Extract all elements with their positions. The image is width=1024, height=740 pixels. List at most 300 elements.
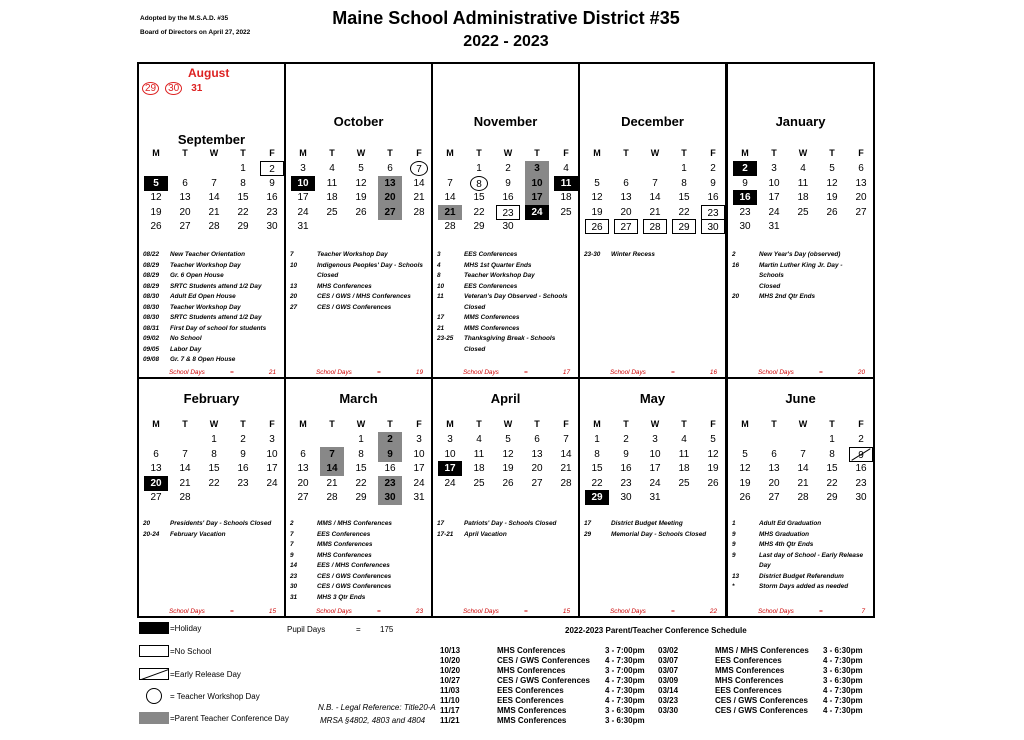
weekday-header: T — [829, 419, 835, 429]
event-text: District Budget Referendum — [759, 572, 844, 580]
month-name: September — [177, 132, 246, 147]
event-item — [437, 530, 574, 541]
calendar-day: 26 — [150, 221, 162, 233]
event-date: 08/30 — [143, 314, 159, 321]
event-date: 21 — [437, 324, 445, 332]
conference-left-date: 10/20 — [440, 666, 461, 675]
weekday-header: F — [269, 148, 275, 158]
calendar-day: 8 — [240, 177, 246, 189]
event-date: 7 — [290, 530, 294, 538]
event-item — [437, 271, 574, 282]
event-item — [290, 561, 427, 572]
calendar-day: 9 — [505, 177, 511, 189]
event-list — [437, 250, 574, 355]
conference-right-time: 3 - 6:30pm — [823, 676, 863, 685]
weekday-header: M — [299, 148, 307, 158]
event-date: 9 — [732, 530, 736, 538]
calendar-day: 15 — [678, 192, 690, 204]
month-name: May — [639, 391, 666, 406]
calendar-day: 30 — [266, 221, 278, 233]
calendar-day: 11 — [326, 177, 338, 189]
event-item — [143, 324, 280, 335]
calendar-day: 6 — [534, 434, 540, 445]
calendar-day: 19 — [502, 463, 514, 475]
calendar-day: 16 — [384, 463, 396, 475]
calendar-day: 15 — [237, 192, 249, 204]
calendar-day: 18 — [678, 463, 690, 475]
calendar-day: 25 — [560, 206, 572, 218]
event-text: Closed — [464, 303, 486, 311]
event-date: 30 — [290, 583, 298, 590]
conference-left-event: EES Conferences — [497, 696, 564, 705]
calendar-day: 13 — [620, 192, 632, 204]
legal-ref-2: MRSA §4802, 4803 and 4804 — [320, 716, 426, 725]
calendar-day: 18 — [560, 192, 572, 204]
calendar-day: 1 — [681, 163, 687, 174]
weekday-header: T — [387, 148, 393, 158]
adopted-text: Adopted by the M.S.A.D. #35 — [140, 15, 229, 22]
weekday-header: T — [681, 419, 687, 429]
conference-left-date: 11/21 — [440, 716, 460, 725]
calendar-day: 3 — [447, 434, 453, 445]
conference-left-event: MMS Conferences — [497, 706, 567, 715]
conference-left-time: 3 - 6:30pm — [605, 706, 645, 715]
calendar-day: 5 — [144, 176, 168, 191]
calendar-day: 7 — [652, 177, 658, 189]
event-text: February Vacation — [170, 530, 226, 538]
weekday-header: M — [152, 419, 160, 429]
calendar-day: 29 — [355, 492, 367, 504]
conference-left-date: 10/13 — [440, 646, 461, 655]
event-date: 10 — [437, 282, 445, 290]
event-item — [143, 271, 280, 282]
conference-left-date: 11/17 — [440, 706, 460, 715]
conference-left-time: 3 - 7:00pm — [605, 646, 645, 655]
weekday-header: M — [152, 148, 160, 158]
calendar-day: 29 — [237, 221, 249, 233]
event-text: Teacher Workshop Day — [170, 261, 241, 269]
calendar-day: 21 — [797, 477, 809, 489]
calendar-day: 29 — [473, 221, 485, 233]
event-date: 27 — [290, 303, 298, 311]
weekday-header: T — [681, 148, 687, 158]
calendar-day: 31 — [413, 492, 425, 504]
conference-right-time: 3 - 6:30pm — [823, 646, 863, 655]
calendar-day: 22 — [473, 206, 485, 218]
weekday-header: F — [858, 419, 864, 429]
event-date: 09/08 — [143, 356, 159, 363]
month-name: December — [621, 114, 684, 129]
event-item — [437, 292, 574, 303]
weekday-header: F — [563, 419, 569, 429]
school-days-row — [316, 608, 423, 615]
event-date: 17 — [584, 520, 592, 527]
conference-left-event: EES Conferences — [497, 686, 564, 695]
calendar-day: 15 — [826, 463, 838, 475]
august-label: August — [188, 66, 230, 80]
calendar-day: 13 — [531, 448, 543, 460]
conference-left-event: MMS Conferences — [497, 716, 567, 725]
calendar-day: 13 — [297, 463, 309, 475]
event-item — [290, 572, 427, 583]
event-text: Memorial Day - Schools Closed — [611, 530, 707, 538]
event-date: 17 — [437, 314, 445, 321]
calendar-day: 13 — [150, 463, 162, 475]
weekday-header: T — [534, 419, 540, 429]
legend-early: =Early Release Day — [170, 670, 241, 679]
weekday-header: W — [503, 148, 513, 158]
calendar-day: 31 — [297, 221, 309, 233]
calendar-day: 26 — [502, 477, 514, 489]
calendar-day: 28 — [208, 221, 220, 233]
event-text: CES / GWS Conferences — [317, 583, 392, 590]
calendar-day: 26 — [707, 477, 719, 489]
event-text: Indigenous Peoples' Day - Schools — [317, 261, 423, 269]
event-item — [437, 334, 574, 355]
event-text: No School — [170, 335, 202, 342]
event-text: MMS Conferences — [464, 324, 520, 332]
event-date — [732, 282, 759, 293]
month-cell-february — [137, 377, 286, 618]
calendar-day: 22 — [355, 477, 367, 489]
event-text: SRTC Students attend 1/2 Day — [170, 314, 262, 321]
calendar-day: 11 — [554, 176, 578, 191]
pupil-days-value: 175 — [380, 625, 394, 634]
conference-right-time: 4 - 7:30pm — [823, 656, 863, 665]
event-date — [290, 271, 317, 282]
calendar-day: 8 — [681, 177, 687, 189]
calendar-day: 14 — [413, 177, 425, 189]
weekday-header: T — [387, 419, 393, 429]
calendar-day: 29 — [585, 490, 609, 505]
calendar-day: 10 — [768, 177, 780, 189]
calendar-day: 9 — [849, 447, 873, 462]
event-item — [732, 519, 869, 530]
weekday-header: T — [476, 419, 482, 429]
conference-left-event: MHS Conferences — [497, 646, 566, 655]
event-item — [437, 303, 574, 314]
event-text: Gr. 6 Open House — [170, 272, 224, 279]
year-title: 2022 - 2023 — [463, 33, 549, 50]
weekday-header: W — [798, 148, 808, 158]
event-date: 09/05 — [143, 345, 159, 353]
calendar-day: 18 — [797, 192, 809, 204]
calendar-day: 28 — [179, 492, 191, 504]
event-text: EES / MHS Conferences — [317, 562, 390, 569]
conference-left-time: 3 - 7:00pm — [605, 666, 645, 675]
event-text: MHS 1st Quarter Ends — [464, 261, 532, 269]
calendar-day: 5 — [594, 177, 600, 189]
event-text: MHS Graduation — [759, 530, 810, 538]
calendar-day: 17 — [438, 461, 462, 476]
event-item — [290, 519, 427, 530]
conference-right-date: 03/30 — [658, 706, 679, 715]
calendar-day: 24 — [413, 477, 425, 489]
calendar-day: 28 — [444, 221, 456, 233]
calendar-day: 2 — [240, 434, 246, 445]
event-text: Martin Luther King Jr. Day - Schools — [759, 261, 843, 279]
calendar-day: 15 — [355, 463, 367, 475]
calendar-day: 9 — [378, 447, 402, 462]
weekday-header: M — [593, 419, 601, 429]
event-date: 20 — [143, 520, 151, 527]
calendar-day: 23 — [237, 477, 249, 489]
event-text: MMS / MHS Conferences — [317, 520, 392, 527]
event-date: 08/30 — [143, 293, 159, 300]
school-days-label: School Days — [758, 369, 794, 376]
calendar-day: 22 — [678, 206, 690, 218]
conference-right-time: 4 - 7:30pm — [823, 696, 863, 705]
calendar-day: 9 — [742, 177, 748, 189]
event-text: CES / GWS / MHS Conferences — [317, 293, 411, 300]
calendar-day: 5 — [505, 434, 511, 445]
conference-right-event: MHS Conferences — [715, 676, 784, 685]
calendar-day: 26 — [585, 219, 609, 234]
weekday-header: T — [476, 148, 482, 158]
conference-right-date: 03/07 — [658, 656, 679, 665]
event-item — [143, 313, 280, 324]
school-days-eq: = — [819, 369, 823, 376]
event-date: 20 — [732, 293, 740, 300]
school-days-value: 22 — [709, 608, 717, 615]
calendar-day: 21 — [560, 463, 572, 475]
school-days-eq: = — [671, 608, 675, 615]
calendar-day: 3 — [416, 434, 422, 445]
august-day: 29 — [142, 82, 159, 95]
event-text: SRTC Students attend 1/2 Day — [170, 282, 262, 290]
event-date: 13 — [290, 282, 298, 290]
calendar-day: 16 — [855, 463, 867, 475]
event-date: 08/29 — [143, 282, 159, 290]
calendar-day: 20 — [855, 192, 867, 204]
calendar-day: 25 — [473, 477, 485, 489]
calendar-day: 13 — [378, 176, 402, 191]
event-item — [732, 572, 869, 583]
calendar-day: 22 — [826, 477, 838, 489]
calendar-day: 26 — [355, 206, 367, 218]
event-date: 17 — [437, 520, 445, 527]
conference-right-event: EES Conferences — [715, 656, 782, 665]
calendar-day: 20 — [297, 477, 309, 489]
event-item — [437, 282, 574, 293]
august-day: 31 — [191, 83, 203, 94]
event-item — [143, 355, 280, 366]
calendar-day: 2 — [260, 161, 284, 176]
event-item — [143, 334, 280, 345]
weekday-header: T — [240, 148, 246, 158]
conference-right-date: 03/14 — [658, 686, 679, 695]
month-cell-june — [726, 377, 875, 618]
conference-swatch — [139, 712, 169, 724]
calendar-day: 30 — [855, 492, 867, 504]
event-text: District Budget Meeting — [611, 520, 683, 527]
event-item — [732, 530, 869, 541]
event-list — [290, 250, 427, 313]
conference-left-event: MHS Conferences — [497, 666, 566, 675]
event-date: 08/29 — [143, 272, 159, 279]
calendar-day: 6 — [182, 177, 188, 189]
event-text: Labor Day — [170, 345, 202, 353]
calendar-day: 23 — [266, 206, 278, 218]
legend-conference: =Parent Teacher Conference Day — [170, 714, 289, 723]
calendar-day: 22 — [237, 206, 249, 218]
event-item — [732, 540, 869, 551]
event-date: 9 — [290, 551, 294, 559]
calendar-day: 2 — [710, 163, 716, 174]
weekday-header: F — [710, 419, 716, 429]
school-days-value: 7 — [861, 608, 865, 615]
event-list — [584, 250, 721, 261]
page-title: Maine School Administrative District #35 — [332, 8, 680, 28]
calendar-day: 19 — [591, 206, 603, 218]
calendar-day: 9 — [269, 177, 275, 189]
school-days-row — [758, 369, 865, 376]
event-text: First Day of school for students — [170, 324, 267, 332]
event-text: Day — [759, 562, 771, 569]
legend-no-school: =No School — [170, 647, 212, 656]
event-text: MHS 2nd Qtr Ends — [759, 293, 816, 300]
pupil-days-eq: = — [356, 625, 361, 634]
event-date: 13 — [732, 572, 740, 580]
weekday-header: M — [593, 148, 601, 158]
school-days-value: 23 — [415, 608, 423, 615]
event-date — [732, 561, 759, 572]
event-text: Winter Recess — [611, 251, 655, 258]
event-item — [437, 324, 574, 335]
conference-left-time: 4 - 7:30pm — [605, 656, 645, 665]
calendar-day: 26 — [826, 206, 838, 218]
calendar-day: 2 — [858, 434, 864, 445]
event-item — [290, 250, 427, 261]
calendar-day: 23 — [620, 477, 632, 489]
weekday-header: T — [329, 148, 335, 158]
conference-right-event: MMS / MHS Conferences — [715, 646, 809, 655]
weekday-header: W — [356, 419, 366, 429]
event-item — [732, 250, 869, 261]
calendar-day: 25 — [797, 206, 809, 218]
calendar-day: 3 — [300, 163, 306, 174]
event-date: 7 — [290, 251, 294, 258]
calendar-day: 7 — [410, 161, 428, 176]
conference-left-date: 10/20 — [440, 656, 461, 665]
event-text: Adult Ed Open House — [170, 293, 236, 300]
event-item — [584, 250, 721, 261]
event-date: 17-21 — [437, 530, 454, 538]
calendar-day: 14 — [797, 463, 809, 475]
calendar-day: 25 — [326, 206, 338, 218]
school-days-label: School Days — [169, 369, 205, 376]
calendar-day: 6 — [300, 448, 306, 460]
calendar-day: 14 — [444, 192, 456, 204]
school-days-eq: = — [230, 608, 234, 615]
calendar-day: 28 — [413, 206, 425, 218]
conference-left-date: 11/03 — [440, 686, 460, 695]
weekday-header: F — [269, 419, 275, 429]
weekday-header: T — [623, 148, 629, 158]
calendar-day: 19 — [826, 192, 838, 204]
calendar-day: 2 — [623, 434, 629, 445]
weekday-header: F — [563, 148, 569, 158]
event-text: MHS 4th Qtr Ends — [759, 541, 814, 548]
calendar-day: 4 — [329, 163, 335, 174]
calendar-day: 14 — [320, 461, 344, 476]
calendar-day: 24 — [266, 477, 278, 489]
calendar-day: 22 — [591, 477, 603, 489]
calendar-day: 16 — [502, 192, 514, 204]
calendar-day: 30 — [701, 219, 725, 234]
calendar-day: 23 — [855, 477, 867, 489]
event-text: MMS Conferences — [317, 541, 373, 548]
school-days-label: School Days — [463, 369, 499, 376]
event-date: 20 — [290, 293, 298, 300]
school-days-eq: = — [524, 369, 528, 376]
event-date: 2 — [732, 251, 736, 258]
calendar-day: 6 — [623, 177, 629, 189]
conference-left-time: 4 - 7:30pm — [605, 686, 645, 695]
conference-right-event: CES / GWS Conferences — [715, 696, 808, 705]
weekday-header: M — [741, 419, 749, 429]
event-date: 23-30 — [584, 251, 601, 258]
calendar-day: 28 — [643, 219, 667, 234]
event-text: MHS 3 Qtr Ends — [317, 593, 366, 601]
event-text: MHS Conferences — [317, 551, 372, 559]
calendar-day: 22 — [208, 477, 220, 489]
calendar-day: 31 — [649, 492, 661, 504]
event-item — [732, 261, 869, 282]
event-list — [290, 519, 427, 603]
conference-right-date: 03/02 — [658, 646, 679, 655]
calendar-day: 8 — [829, 448, 835, 460]
calendar-day: 21 — [326, 477, 338, 489]
month-cell-may — [578, 377, 727, 618]
event-date — [437, 303, 464, 314]
conference-left-time: 4 - 7:30pm — [605, 676, 645, 685]
calendar-day: 8 — [594, 448, 600, 460]
calendar-day: 7 — [320, 447, 344, 462]
calendar-day: 15 — [208, 463, 220, 475]
weekday-header: T — [623, 419, 629, 429]
school-days-value: 20 — [857, 369, 865, 376]
calendar-day: 5 — [710, 434, 716, 445]
calendar-day: 5 — [742, 448, 748, 460]
month-cell-november — [431, 62, 580, 379]
event-item — [290, 582, 427, 593]
event-item — [732, 292, 869, 303]
calendar-day: 16 — [707, 192, 719, 204]
event-text: Storm Days added as needed — [759, 583, 849, 590]
event-text: Presidents' Day - Schools Closed — [170, 520, 272, 527]
calendar-day: 10 — [444, 448, 456, 460]
event-date: 2 — [290, 520, 294, 527]
event-item — [437, 313, 574, 324]
event-date: 8 — [437, 272, 441, 279]
event-text: Last day of School - Early Release — [759, 551, 864, 559]
conference-left-time: 3 - 6:30pm — [605, 716, 645, 725]
event-list — [437, 519, 574, 540]
calendar-day: 9 — [623, 448, 629, 460]
event-list — [732, 250, 869, 303]
school-days-eq: = — [819, 608, 823, 615]
calendar-day: 6 — [771, 448, 777, 460]
workshop-swatch — [146, 688, 162, 704]
weekday-header: T — [534, 148, 540, 158]
calendar-day: 23 — [739, 206, 751, 218]
calendar-day: 16 — [237, 463, 249, 475]
calendar-day: 8 — [211, 448, 217, 460]
weekday-header: W — [209, 148, 219, 158]
school-days-value: 15 — [268, 608, 276, 615]
event-date: 08/29 — [143, 261, 159, 269]
